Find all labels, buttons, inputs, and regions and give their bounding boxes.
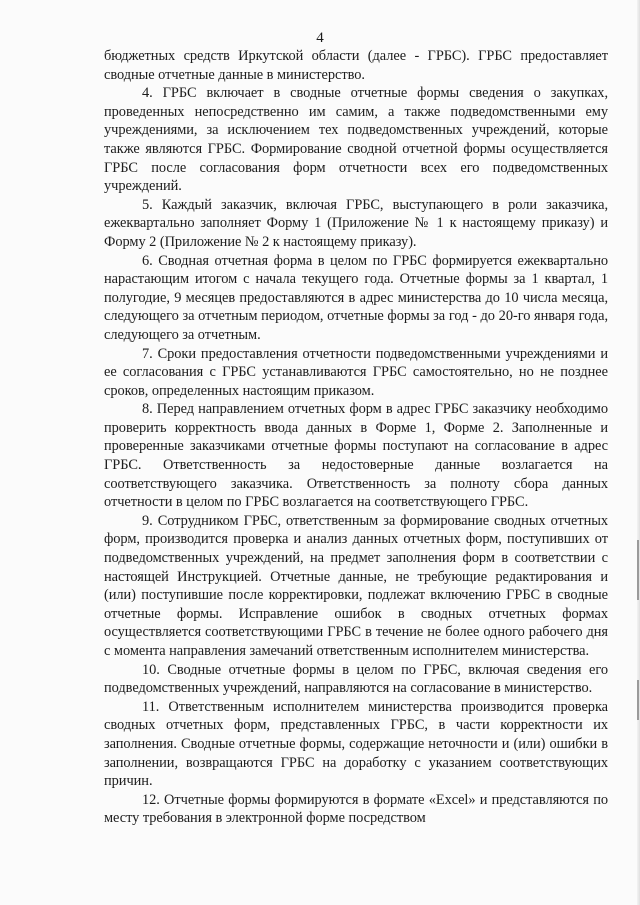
page-number: 4 xyxy=(316,30,324,46)
paragraph-8: 8. Перед направлением отчетных форм в адрес ГРБС заказчику необходимо проверить корректность ввода данных в Форме 1, Форме 2. Заполненные и проверенные заказчиками отчетные формы поступают на согласование в адрес ГРБС. Ответственность за недостоверные данные возлагается на соответствующего заказчика. Ответственность за полноту сбора данных отчетности в целом по ГРБС возлагается на соответствующего ГРБС. xyxy=(104,401,608,511)
scan-mark xyxy=(637,680,639,720)
paragraph-5: 5. Каждый заказчик, включая ГРБС, выступающего в роли заказчика, ежеквартально заполняет Форму 1 (Приложение № 1 к настоящему приказу) и Форму 2 (Приложение № 2 к настоящему приказу). xyxy=(104,196,608,250)
document-body xyxy=(104,47,608,828)
paragraph-4: 4. ГРБС включает в сводные отчетные формы сведения о закупках, проведенных непосредственно им самим, а также подведомственными ему учреждениями, за исключением тех подведомственных учреждений, которые также являются ГРБС. Формирование сводной отчетной формы осуществляется ГРБС после согласования форм отчетности всех его подведомственных учреждений. xyxy=(104,85,608,195)
paragraph-11: 11. Ответственным исполнителем министерства производится проверка сводных отчетных форм, представленных ГРБС, в части корректности их заполнения. Сводные отчетные формы, содержащие неточности и (или) ошибки в заполнении, возвращаются ГРБС на доработку с указанием соответствующих причин. xyxy=(104,698,608,790)
scan-mark xyxy=(637,540,639,600)
paragraph-12: 12. Отчетные формы формируются в формате «Excel» и представляются по месту требования в электронной форме посредством xyxy=(104,791,608,827)
paragraph-continuation: бюджетных средств Иркутской области (далее - ГРБС). ГРБС предоставляет сводные отчетные данные в министерство. xyxy=(104,48,608,83)
paragraph-10: 10. Сводные отчетные формы в целом по ГРБС, включая сведения его подведомственных учреждений, направляются на согласование в министерство. xyxy=(104,661,608,697)
paragraph-7: 7. Сроки предоставления отчетности подведомственными учреждениями и ее согласования с ГРБС устанавливаются ГРБС самостоятельно, но не позднее сроков, определенных настоящим приказом. xyxy=(104,345,608,399)
paragraph-6: 6. Сводная отчетная форма в целом по ГРБС формируется ежеквартально нарастающим итогом с начала текущего года. Отчетные формы за 1 квартал, 1 полугодие, 9 месяцев предоставляются в адрес министерства до 10 числа месяца, следующего за отчетным периодом, отчетные формы за год - до 20-го января года, следующего за отчетным. xyxy=(104,252,608,343)
paragraph-9: 9. Сотрудником ГРБС, ответственным за формирование сводных отчетных форм, производится проверка и анализ данных отчетных форм, поступивших от подведомственных учреждений, на предмет заполнения форм в соответствии с настоящей Инструкцией. Отчетные данные, не требующие редактирования и (или) поступившие после корректировки, подлежат включению ГРБС в сводные отчетные формы. Исправление ошибок в сводных отчетных формах осуществляется соответствующими ГРБС в течение не более одного рабочего дня с момента направления замечаний ответственным исполнителем министерства. xyxy=(104,512,608,659)
